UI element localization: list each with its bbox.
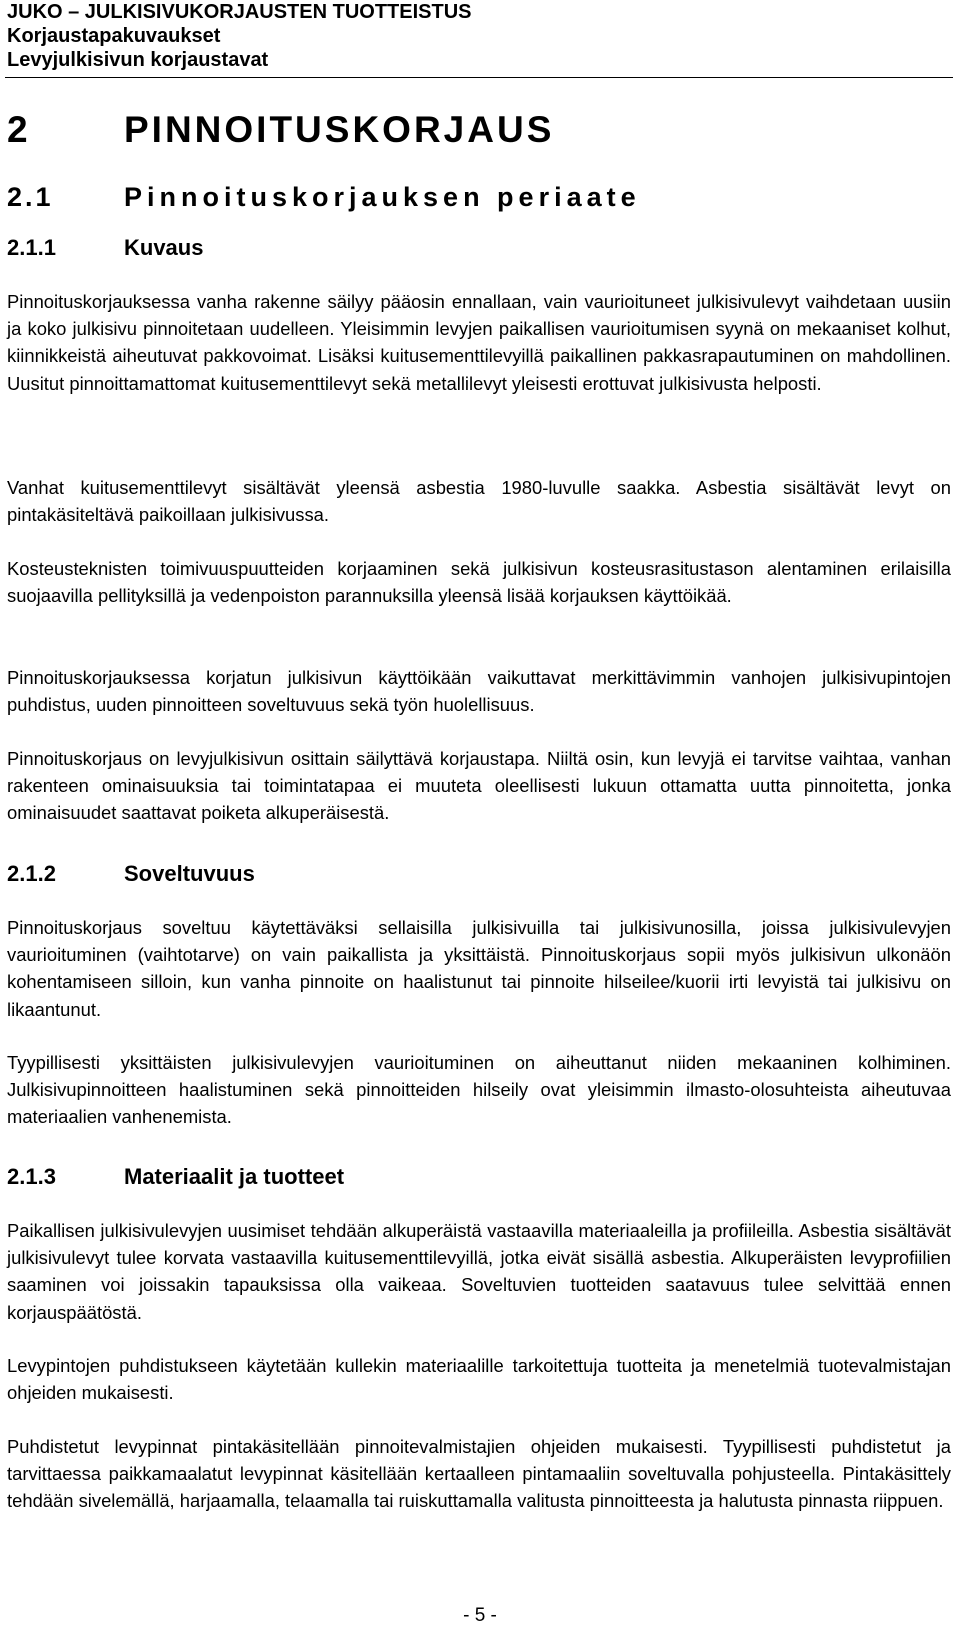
- subsection-title: Kuvaus: [124, 235, 204, 260]
- page-header: [7, 0, 947, 72]
- paragraph: Levypintojen puhdistukseen käytetään kullekin materiaalille tarkoitettuja tuotteita ja menetelmiä tuotevalmistajan ohjeiden mukaisesti.: [7, 1355, 951, 1404]
- paragraph: Pinnoituskorjaus on levyjulkisivun osittain säilyttävä korjaustapa. Niiltä osin, kun levyjä ei tarvitse vaihtaa, vanhan rakenteen ominaisuuksia tai toimintatapaa ei muuteta oleellisesti lukuun ottamatta uutta pinnoitetta, jonka ominaisuudet saattavat poiketa alkuperäisestä.: [7, 748, 951, 824]
- paragraph: Pinnoituskorjauksessa korjatun julkisivun käyttöikään vaikuttavat merkittävimmin vanhojen julkisivupintojen puhdistus, uuden pinnoitteen soveltuvuus sekä työn huolellisuus.: [7, 667, 951, 716]
- header-document-subject: Levyjulkisivun korjaustavat: [7, 49, 269, 71]
- paragraph: Pinnoituskorjaus soveltuu käytettäväksi sellaisilla julkisivuilla tai julkisivunosilla, joissa julkisivulevyjen vaurioituminen (vaihtotarve) on vain paikallista ja yksittäistä. Pinnoituskorjaus sopii myös julkisivun ulkonäön kohentamiseen silloin, kun vanha pinnoite on haalistunut tai pinnoite hilseilee/kuorii irti levyistä tai julkisivu on likaantunut.: [7, 917, 951, 1020]
- paragraph: Vanhat kuitusementtilevyt sisältävät yleensä asbestia 1980-luvulle saakka. Asbestia sisältävät levyt on pintakäsiteltävä paikoillaan julkisivussa.: [7, 477, 951, 526]
- subsection-number: 2.1.3: [7, 1164, 56, 1189]
- paragraph: Pinnoituskorjauksessa vanha rakenne säilyy pääosin ennallaan, vain vaurioituneet julkisivulevyt vaihdetaan uusiin ja koko julkisivu pinnoitetaan uudelleen. Yleisimmin levyjen paikallisen vaurioitumisen syynä on mekaaniset kolhut, kiinnikkeistä aiheutuvat pakkovoimat. Lisäksi kuitusementtilevyillä paikallinen pakkasrapautuminen on mahdollinen. Uusitut pinnoittamattomat kuitusementtilevyt sekä metallilevyt yleisesti erottuvat julkisivusta helposti.: [7, 291, 951, 394]
- subsection-heading-materiaalit: [7, 1163, 344, 1191]
- header-project-title: JUKO – JULKISIVUKORJAUSTEN TUOTTEISTUS: [7, 1, 472, 23]
- chapter-title: PINNOITUSKORJAUS: [124, 109, 555, 150]
- subsection-number: 2.1.2: [7, 861, 56, 886]
- header-document-type: Korjaustapakuvaukset: [7, 25, 221, 47]
- subsection-number: 2.1.1: [7, 235, 56, 260]
- section-heading: [7, 180, 641, 214]
- subsection-title: Materiaalit ja tuotteet: [124, 1164, 345, 1189]
- page-number: - 5 -: [463, 1605, 497, 1626]
- paragraph: Puhdistetut levypinnat pintakäsitellään pinnoitevalmistajien ohjeiden mukaisesti. Tyypillisesti puhdistetut ja tarvittaessa paikkamaalatut levypinnat käsitellään kertaalleen pintamaaliin soveltuvalla pohjusteella. Pintakäsittely tehdään sivelemällä, harjaamalla, telaamalla tai ruiskuttamalla valitusta pinnoitteesta ja halutusta pinnasta riippuen.: [7, 1436, 951, 1512]
- paragraph: Tyypillisesti yksittäisten julkisivulevyjen vaurioituminen on aiheuttanut niiden mekaaninen kolhiminen. Julkisivupinnoitteen haalistuminen sekä pinnoitteiden hilseily ovat yleisimmin ilmasto-olosuhteista aiheutuvaa materiaalien vanhenemista.: [7, 1052, 951, 1128]
- chapter-number: 2: [7, 109, 31, 150]
- section-title: Pinnoituskorjauksen periaate: [124, 182, 641, 212]
- section-number: 2.1: [7, 182, 54, 212]
- subsection-heading-kuvaus: [7, 234, 203, 262]
- paragraph: Kosteusteknisten toimivuuspuutteiden korjaaminen sekä julkisivun kosteusrasitustason alentaminen erilaisilla suojaavilla pellityksillä ja vedenpoiston parannuksilla yleensä lisää korjauksen käyttöikää.: [7, 558, 951, 607]
- header-divider: [5, 77, 953, 78]
- paragraph: Paikallisen julkisivulevyjen uusimiset tehdään alkuperäistä vastaavilla materiaaleilla ja profiileilla. Asbestia sisältävät julkisivulevyt tulee korvata vastaavilla kuitusementtilevyillä, jotka eivät sisällä asbestia. Alkuperäisten levyprofiilien saaminen voi joissakin tapauksissa olla vaikeaa. Soveltuvien tuotteiden saatavuus tulee selvittää ennen korjauspäätöstä.: [7, 1220, 951, 1323]
- chapter-heading: [7, 108, 554, 152]
- subsection-title: Soveltuvuus: [124, 861, 255, 886]
- subsection-heading-soveltuvuus: [7, 860, 255, 888]
